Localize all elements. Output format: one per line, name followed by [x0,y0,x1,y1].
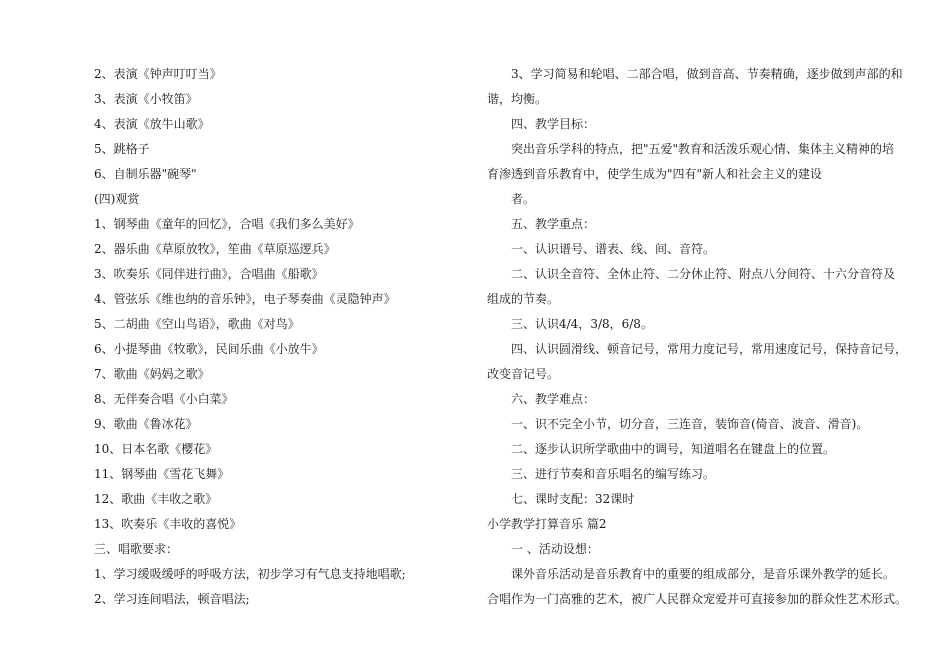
text-line: 11、钢琴曲《雪花飞舞》 [94,467,230,481]
text-line: 5、二胡曲《空山鸟语》，歌曲《对鸟》 [94,317,300,331]
section-heading: 七、课时支配：32课时 [511,492,635,506]
text-line: 10、日本名歌《樱花》 [94,442,218,456]
text-line: 谐，均衡。 [487,92,548,106]
text-line: 三、认识4/4，3/8，6/8。 [511,317,653,331]
section-heading: 四、教学目标： [511,117,596,131]
text-line: 1、钢琴曲《童年的回忆》，合唱《我们多么美好》 [94,217,360,231]
text-line: 1、学习缓吸缓呼的呼吸方法，初步学习有气息支持地唱歌; [94,567,406,581]
text-line: 一、认识谱号、谱表、线、间、音符。 [511,242,716,256]
text-line: 4、管弦乐《维也纳的音乐钟》，电子琴奏曲《灵隐钟声》 [94,292,396,306]
text-line: 6、小提琴曲《牧歌》，民间乐曲《小放牛》 [94,342,324,356]
text-line: 2、器乐曲《草原放牧》，笙曲《草原巡逻兵》 [94,242,336,256]
text-line: 三、进行节奏和音乐唱名的编写练习。 [511,467,716,481]
text-line: 课外音乐活动是音乐教育中的重要的组成部分，是音乐课外教学的延长。 [511,567,896,581]
section-heading: 一 、活动设想： [511,542,599,556]
section-heading: (四)观赏 [94,192,140,206]
text-line: 组成的节奏。 [487,292,560,306]
text-line: 2、表演《钟声叮叮当》 [94,67,222,81]
text-line: 7、歌曲《妈妈之歌》 [94,367,210,381]
section-heading: 三、唱歌要求： [94,542,179,556]
section-heading: 六、教学难点： [511,392,596,406]
text-line: 合唱作为一门高雅的艺术，被广人民群众宠爱并可直接参加的群众性艺术形式。 [487,592,908,606]
text-line: 改变音记号。 [487,367,560,381]
text-line: 二、逐步认识所学歌曲中的调号，知道唱名在键盘上的位置。 [511,442,836,456]
text-line: 9、歌曲《鲁冰花》 [94,417,198,431]
section-heading: 五、教学重点： [511,217,596,231]
text-line: 育渗透到音乐教育中，使学生成为"四有"新人和社会主义的建设 [487,167,823,181]
article-title: 小学教学打算音乐 篇2 [487,517,607,531]
text-line: 6、自制乐器"碗琴" [94,167,197,181]
text-line: 3、学习简易和轮唱、二部合唱，做到音高、节奏精确，逐步做到声部的和 [511,67,903,81]
text-line: 者。 [511,192,536,206]
text-line: 3、吹奏乐《同伴进行曲》，合唱曲《船歌》 [94,267,324,281]
text-line: 一、识不完全小节，切分音，三连音，装饰音(倚音、波音、滑音)。 [511,417,869,431]
text-line: 突出音乐学科的特点，把"五爱"教育和活泼乐观心情、集体主义精神的培 [511,142,895,156]
text-line: 5、跳格子 [94,142,150,156]
text-line: 12、歌曲《丰收之歌》 [94,492,218,506]
text-line: 四、认识圆滑线、顿音记号，常用力度记号，常用速度记号，保持音记号， [511,342,908,356]
text-line: 2、学习连间唱法，顿音唱法; [94,592,250,606]
text-line: 13、吹奏乐《丰收的喜悦》 [94,517,242,531]
text-line: 3、表演《小牧笛》 [94,92,198,106]
text-line: 二、认识全音符、全休止符、二分休止符、附点八分间符、十六分音符及 [511,267,896,281]
text-line: 8、无伴奏合唱《小白菜》 [94,392,234,406]
text-line: 4、表演《放牛山歌》 [94,117,210,131]
